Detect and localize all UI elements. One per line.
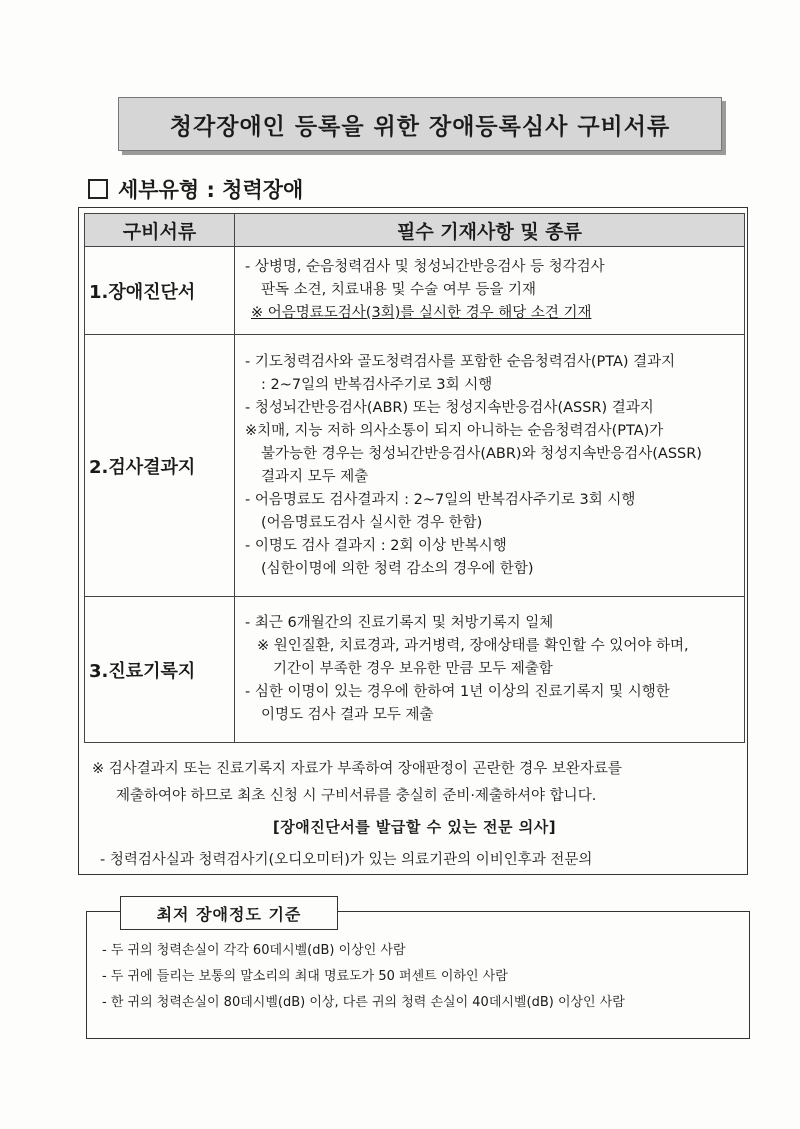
table-header-row [85, 214, 745, 247]
table-row [85, 335, 745, 597]
note-line: ※ 검사결과지 또는 진료기록지 자료가 부족하여 장애판정이 곤란한 경우 보완자료를 [92, 761, 622, 777]
checkbox-icon [88, 179, 108, 199]
list-item: - 두 귀에 들리는 보통의 말소리의 최대 명료도가 50 퍼센트 이하인 사람 [102, 969, 508, 984]
content-line: (어음명료도검사 실시한 경우 한함) [261, 514, 483, 531]
specialist-heading: [장애진단서를 발급할 수 있는 전문 의사] [272, 818, 557, 836]
content-line: - 어음명료도 검사결과지 : 2~7일의 반복검사주기로 3회 시행 [245, 491, 636, 508]
standard-title: 최저 장애정도 기준 [120, 896, 338, 930]
requirements-table [84, 213, 745, 743]
content-line: - 심한 이명이 있는 경우에 한하여 1년 이상의 진료기록지 및 시행한 [245, 684, 670, 700]
note-line: 제출하여야 하므로 최초 신청 시 구비서류를 충실히 준비·제출하셔야 합니다. [116, 788, 597, 804]
section-heading [88, 174, 303, 204]
content-line: - 기도청력검사와 골도청력검사를 포함한 순음청력검사(PTA) 결과지 [245, 353, 676, 370]
document-title: 청각장애인 등록을 위한 장애등록심사 구비서류 [118, 97, 722, 151]
header-requirements: 필수 기재사항 및 종류 [235, 214, 745, 247]
row-content-test-results [235, 335, 745, 597]
table-row [85, 597, 745, 743]
content-line: ※ 원인질환, 치료경과, 과거병력, 장애상태를 확인할 수 있어야 하며, [257, 638, 689, 654]
supplement-note [92, 756, 732, 810]
content-line: - 이명도 검사 결과지 : 2회 이상 반복시행 [245, 537, 507, 554]
content-line: ※치매, 지능 저하 의사소통이 되지 아니하는 순음청력검사(PTA)가 [245, 422, 664, 439]
row-label-medical-records: 3.진료기록지 [85, 597, 235, 743]
content-line: 이명도 검사 결과 모두 제출 [261, 707, 434, 723]
content-line: 판독 소견, 치료내용 및 수술 여부 등을 기재 [261, 282, 536, 298]
specialist-line: - 청력검사실과 청력검사기(오디오미터)가 있는 의료기관의 이비인후과 전문의 [100, 852, 593, 868]
standard-list [102, 938, 625, 1016]
content-line: 기간이 부족한 경우 보유한 만큼 모두 제출함 [273, 661, 553, 677]
content-line: - 청성뇌간반응검사(ABR) 또는 청성지속반응검사(ASSR) 결과지 [245, 399, 654, 416]
content-line: - 최근 6개월간의 진료기록지 및 처방기록지 일체 [245, 615, 554, 631]
row-label-diagnosis: 1.장애진단서 [85, 247, 235, 335]
content-line: ※ 어음명료도검사(3회)를 실시한 경우 해당 소견 기재 [251, 305, 592, 321]
row-label-test-results: 2.검사결과지 [85, 335, 235, 597]
row-content-diagnosis [235, 247, 745, 335]
content-line: 결과지 모두 제출 [261, 468, 369, 485]
header-documents: 구비서류 [85, 214, 235, 247]
list-item: - 한 귀의 청력손실이 80데시벨(dB) 이상, 다른 귀의 청력 손실이 40데시벨(dB) 이상인 사람 [102, 995, 625, 1010]
content-line: 불가능한 경우는 청성뇌간반응검사(ABR)와 청성지속반응검사(ASSR) [261, 445, 702, 462]
section-label: 세부유형 : 청력장애 [118, 178, 304, 202]
content-line: (심한이명에 의한 청력 감소의 경우에 한함) [261, 560, 534, 577]
list-item: - 두 귀의 청력손실이 각각 60데시벨(dB) 이상인 사람 [102, 943, 406, 958]
table-row [85, 247, 745, 335]
row-content-medical-records [235, 597, 745, 743]
content-line: - 상병명, 순음청력검사 및 청성뇌간반응검사 등 청각검사 [245, 259, 605, 275]
content-line: : 2~7일의 반복검사주기로 3회 시행 [261, 376, 493, 393]
